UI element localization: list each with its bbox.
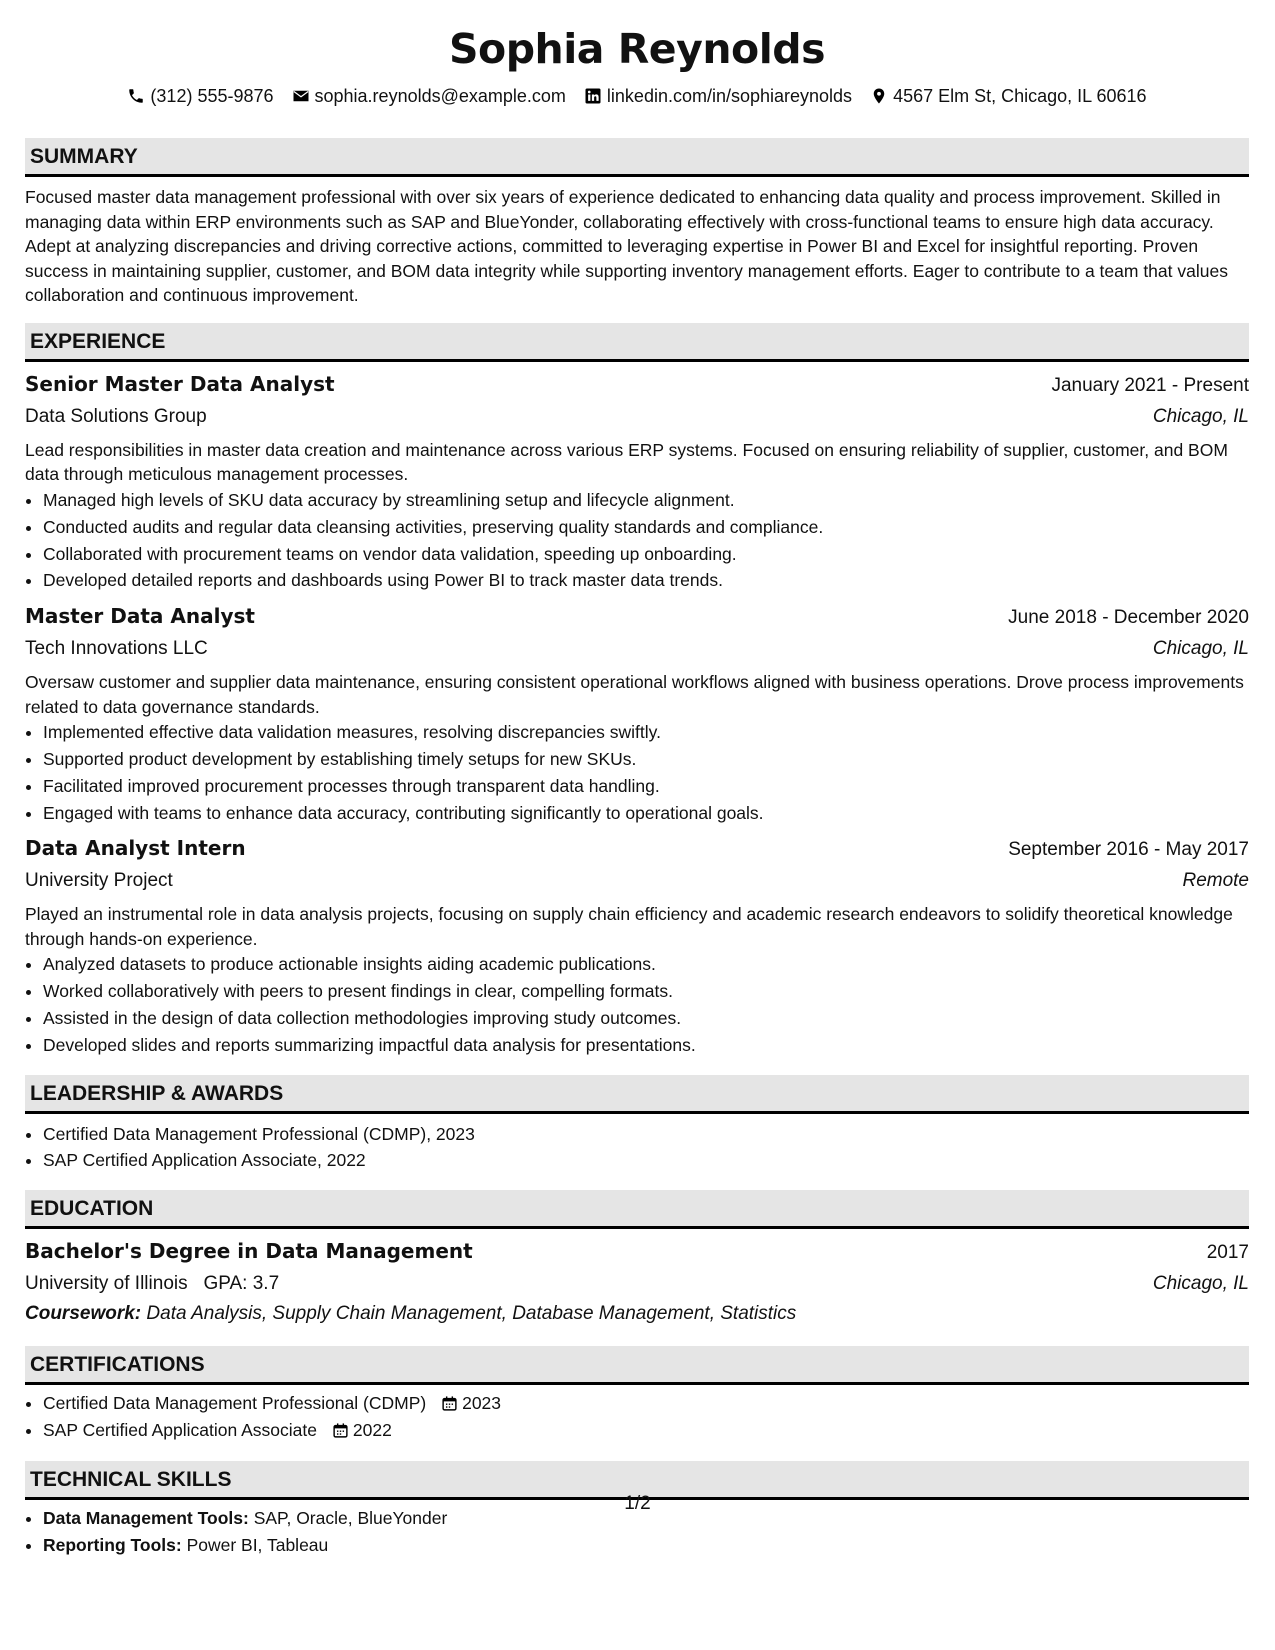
page-number: 1/2 bbox=[624, 1493, 651, 1514]
certification-item bbox=[43, 1390, 1249, 1417]
job-title: Master Data Analyst bbox=[25, 604, 255, 629]
summary-text: Focused master data management professional with over six years of experience dedicated to enhancing data quality and process improvement. Skilled in managing data within ERP environments such as SAP and BlueYonder, collaborating effectively with cross-functional teams to ensure high data accuracy. Adept at analyzing discrepancies and driving corrective actions, committed to leveraging expertise in Power BI and Excel for insightful reporting. Proven success in maintaining supplier, customer, and BOM data integrity while supporting inventory management efforts. Eager to contribute to a team that values collaboration and continuous improvement. bbox=[25, 187, 1228, 306]
job-bullet: • Developed slides and reports summarizing impactful data analysis for presentations. bbox=[43, 1032, 1249, 1059]
certification-year: 2023 bbox=[462, 1393, 502, 1414]
contact-linkedin[interactable] bbox=[584, 84, 852, 108]
phone-text: (312) 555-9876 bbox=[150, 86, 274, 106]
job-bullet: • Supported product development by establishing timely setups for new SKUs. bbox=[43, 746, 1249, 773]
skill-item bbox=[43, 1532, 1249, 1559]
job-title: Data Analyst Intern bbox=[25, 836, 246, 861]
job-bullet: • Analyzed datasets to produce actionable insights aiding academic publications. bbox=[43, 951, 1249, 978]
degree-title: Bachelor's Degree in Data Management bbox=[25, 1239, 473, 1264]
job-dates: January 2021 - Present bbox=[1051, 374, 1249, 396]
education-entry bbox=[25, 1235, 1249, 1329]
leadership-heading: LEADERSHIP & AWARDS bbox=[25, 1075, 1249, 1114]
job-company: Tech Innovations LLC bbox=[25, 638, 208, 660]
education-location: Chicago, IL bbox=[1152, 1273, 1249, 1295]
calendar-icon bbox=[332, 1422, 349, 1439]
job-bullet: • Implemented effective data validation measures, resolving discrepancies swiftly. bbox=[43, 719, 1249, 746]
job-dates: September 2016 - May 2017 bbox=[1008, 839, 1249, 861]
job-bullet: • Managed high levels of SKU data accuracy by streamlining setup and lifecycle alignment. bbox=[43, 487, 1249, 514]
job-company: University Project bbox=[25, 870, 173, 892]
skills-heading: TECHNICAL SKILLS bbox=[25, 1461, 1249, 1500]
experience-heading: EXPERIENCE bbox=[25, 323, 1249, 362]
job-location: Chicago, IL bbox=[1152, 405, 1249, 427]
skill-value: SAP, Oracle, BlueYonder bbox=[253, 1507, 448, 1528]
job-dates: June 2018 - December 2020 bbox=[1008, 607, 1249, 629]
coursework-label: Coursework: bbox=[25, 1303, 142, 1325]
job-entry bbox=[25, 368, 1249, 594]
job-entry bbox=[25, 832, 1249, 1058]
job-location: Chicago, IL bbox=[1152, 638, 1249, 660]
award-item: • Certified Data Management Professional (CDMP), 2023 bbox=[43, 1121, 1249, 1148]
certifications-list bbox=[25, 1390, 1249, 1444]
coursework bbox=[25, 1299, 1249, 1329]
job-description: Played an instrumental role in data analysis projects, focusing on supply chain efficiency and academic research endeavors to solidify theoretical knowledge through hands-on experience. bbox=[25, 904, 1233, 949]
contact-address bbox=[870, 84, 1147, 108]
envelope-icon bbox=[292, 87, 310, 105]
certification-name: Certified Data Management Professional (CDMP) bbox=[43, 1393, 427, 1414]
calendar-icon bbox=[441, 1395, 458, 1412]
certifications-heading: CERTIFICATIONS bbox=[25, 1346, 1249, 1385]
skill-value: Power BI, Tableau bbox=[186, 1534, 329, 1555]
job-description: Oversaw customer and supplier data maintenance, ensuring consistent operational workflows aligned with business operations. Drove process improvements related to data governance standards. bbox=[25, 672, 1244, 717]
candidate-name: Sophia Reynolds bbox=[449, 25, 825, 73]
address-text: 4567 Elm St, Chicago, IL 60616 bbox=[893, 86, 1147, 106]
education-year: 2017 bbox=[1206, 1242, 1249, 1264]
certification-year: 2022 bbox=[352, 1419, 392, 1440]
map-pin-icon bbox=[870, 87, 888, 105]
school-name: University of Illinois bbox=[25, 1273, 188, 1295]
phone-icon bbox=[127, 87, 145, 105]
skill-label: Data Management Tools: bbox=[43, 1507, 249, 1528]
award-item: • SAP Certified Application Associate, 2022 bbox=[43, 1147, 1249, 1174]
job-location: Remote bbox=[1182, 870, 1249, 892]
job-bullet: • Developed detailed reports and dashboards using Power BI to track master data trends. bbox=[43, 567, 1249, 594]
linkedin-icon bbox=[584, 87, 602, 105]
job-description: Lead responsibilities in master data creation and maintenance across various ERP systems. Focused on ensuring reliability of supplier, customer, and BOM data through meticulous management processes. bbox=[25, 439, 1228, 485]
job-bullets bbox=[25, 951, 1249, 1058]
job-entry bbox=[25, 600, 1249, 826]
summary-heading: SUMMARY bbox=[25, 138, 1249, 177]
job-bullet: • Engaged with teams to enhance data accuracy, contributing significantly to operational goals. bbox=[43, 800, 1249, 827]
contact-bar bbox=[25, 84, 1249, 108]
job-title: Senior Master Data Analyst bbox=[25, 371, 335, 396]
linkedin-text[interactable]: linkedin.com/in/sophiareynolds bbox=[606, 86, 853, 106]
job-bullet: • Assisted in the design of data collection methodologies improving study outcomes. bbox=[43, 1005, 1249, 1032]
contact-phone bbox=[127, 84, 273, 108]
job-bullet: • Facilitated improved procurement processes through transparent data handling. bbox=[43, 773, 1249, 800]
job-bullet: • Collaborated with procurement teams on vendor data validation, speeding up onboarding. bbox=[43, 541, 1249, 568]
job-bullet: • Worked collaboratively with peers to present findings in clear, compelling formats. bbox=[43, 978, 1249, 1005]
skill-label: Reporting Tools: bbox=[43, 1534, 182, 1555]
education-heading: EDUCATION bbox=[25, 1190, 1249, 1229]
resume-content bbox=[25, 22, 1249, 1558]
contact-email[interactable] bbox=[292, 84, 566, 108]
email-text[interactable]: sophia.reynolds@example.com bbox=[314, 86, 566, 106]
coursework-list: Data Analysis, Supply Chain Management, Database Management, Statistics bbox=[146, 1303, 797, 1325]
job-company: Data Solutions Group bbox=[25, 405, 207, 427]
certification-item bbox=[43, 1417, 1249, 1444]
job-bullets bbox=[25, 487, 1249, 594]
job-bullet: • Conducted audits and regular data cleansing activities, preserving quality standards and compliance. bbox=[43, 514, 1249, 541]
job-bullets bbox=[25, 719, 1249, 826]
gpa: GPA: 3.7 bbox=[203, 1273, 280, 1295]
certification-name: SAP Certified Application Associate bbox=[43, 1419, 318, 1440]
leadership-list bbox=[25, 1121, 1249, 1175]
